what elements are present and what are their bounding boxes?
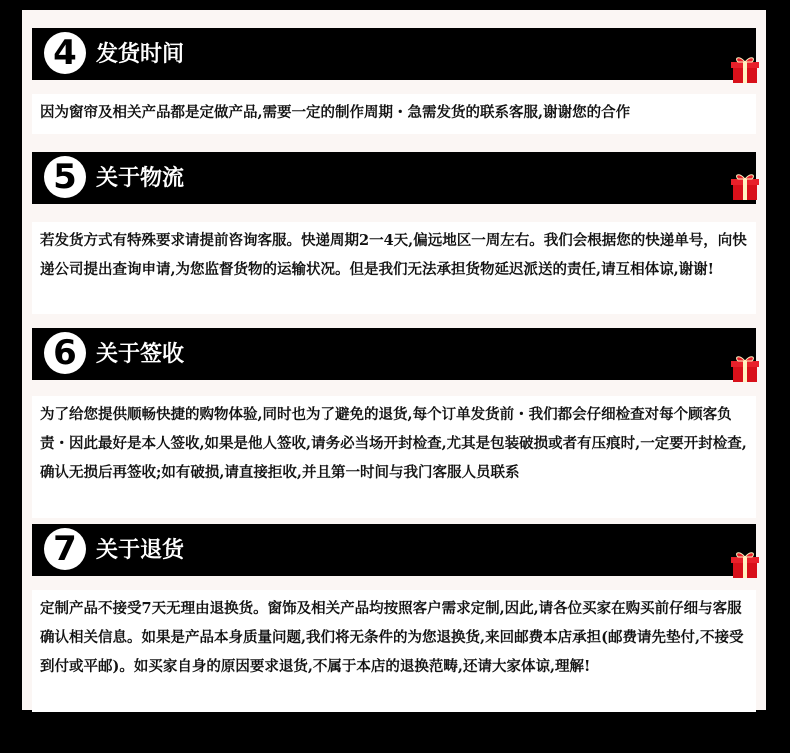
gift-box-icon [730,172,760,202]
section-number-badge: 6 [44,332,86,374]
gift-box-icon [730,550,760,580]
section-body-text: 定制产品不接受7天无理由退换货。窗饰及相关产品均按照客户需求定制,因此,请各位买家在购买前仔细与客服确认相关信息。如果是产品本身质量问题,我们将无条件的为您退换货,来回邮费本店承担(邮费请先垫付,不接受到付或平邮)。如买家自身的原因要求退货,不属于本店的退换范畴,还请大家体谅,理解! [32,590,756,712]
section-title: 关于退货 [96,537,185,563]
section-header [32,152,756,204]
section-number-badge: 7 [44,528,86,570]
gift-box-icon [730,354,760,384]
section-body-text: 为了给您提供顺畅快捷的购物体验,同时也为了避免的退货,每个订单发货前・我们都会仔细检查对每个顾客负责・因此最好是本人签收,如果是他人签收,请务必当场开封检查,尤其是包装破损或者有压痕时,一定要开封检查,确认无损后再签收;如有破损,请直接拒收,并且第一时间与我门客服人员联系 [32,396,756,518]
section-header [32,328,756,380]
section-title: 关于签收 [96,341,185,367]
section-title: 发货时间 [96,41,185,67]
gift-box-icon [730,55,760,85]
section-header [32,524,756,576]
top-divider [22,0,766,10]
section-number-badge: 5 [44,156,86,198]
section-title: 关于物流 [96,165,185,191]
section-body-text: 若发货方式有特殊要求请提前咨询客服。快递周期2一4天,偏远地区一周左右。我们会根据您的快递单号，向快递公司提出查询申请,为您监督货物的运输状况。但是我们无法承担货物延迟派送的责任,请互相体谅,谢谢! [32,222,756,314]
section-header [32,28,756,80]
section-body-text: 因为窗帘及相关产品都是定做产品,需要一定的制作周期・急需发货的联系客服,谢谢您的合作 [32,94,756,134]
section-number-badge: 4 [44,32,86,74]
